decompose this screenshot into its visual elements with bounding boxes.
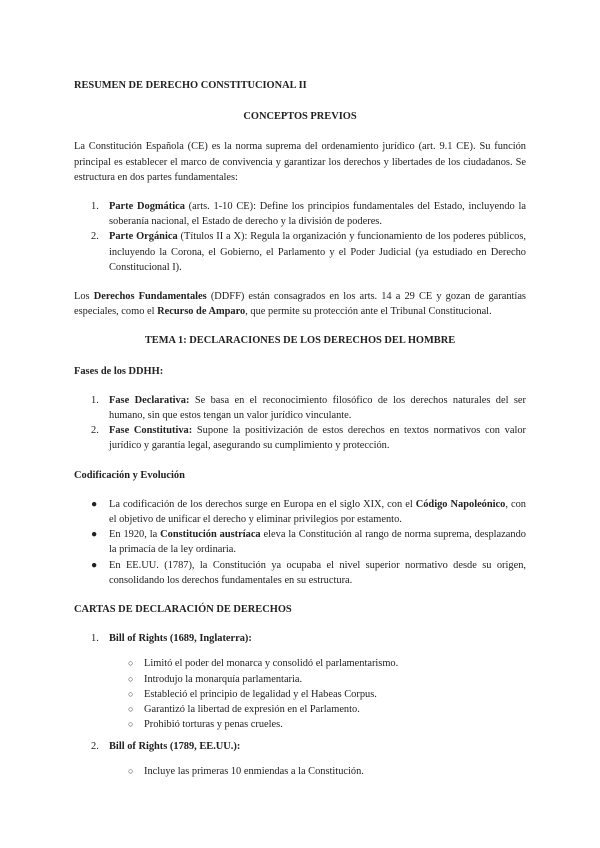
circle-bullet-icon: ○ <box>128 673 134 684</box>
intro-paragraph: La Constitución Española (CE) es la norma suprema del ordenamiento jurídico (art. 9.1 CE). Su función principal es establecer el marco de convivencia y garantizar los derechos y libertades de los ciudadanos. Se estructura en dos partes fundamentales: <box>74 141 526 183</box>
item-text: Incluye las primeras 10 enmiendas a la Constitución. <box>144 765 364 777</box>
text: (DDFF) están consagrados en los arts. 14 a 29 CE y gozan de garantías especiales, como el <box>74 291 526 318</box>
circle-bullet-icon: ○ <box>128 719 134 730</box>
term: Código Napoleónico <box>415 498 506 510</box>
term: Fase Constitutiva: <box>109 425 193 437</box>
list-item <box>74 687 526 702</box>
fases-heading: Fases de los DDHH: <box>74 365 164 377</box>
list-item <box>74 199 526 229</box>
item-text: , con el objetivo de unificar el derecho y eliminar privilegios por estamento. <box>109 498 526 526</box>
codificacion-heading: Codificación y Evolución <box>74 469 185 481</box>
list-item <box>74 527 526 557</box>
list-item <box>74 631 526 646</box>
term: Parte Dogmática <box>109 201 185 213</box>
term: Derechos Fundamentales <box>93 291 207 303</box>
list-item <box>74 656 526 671</box>
item-text: En EE.UU. (1787), la Constitución ya ocupaba el nivel superior normativo desde su origen, consolidando los derechos fundamentales en su estructura. <box>109 559 526 586</box>
item-text: eleva la Constitución al rango de norma suprema, desplazando la primacía de la ley ordinaria. <box>109 529 526 556</box>
item-text: En 1920, la <box>109 529 161 541</box>
ddff-paragraph <box>74 289 526 319</box>
list-item <box>74 558 526 588</box>
list-item <box>74 672 526 687</box>
circle-bullet-icon: ○ <box>128 704 134 715</box>
cartas-list-2 <box>74 739 526 754</box>
tema1-heading: TEMA 1: DECLARACIONES DE LOS DERECHOS DEL HOMBRE <box>144 335 456 347</box>
item-text: Introdujo la monarquía parlamentaria. <box>144 673 303 685</box>
document-page <box>74 78 526 785</box>
list-number: 1. <box>91 201 99 213</box>
item-text: Prohibió torturas y penas crueles. <box>144 719 283 731</box>
list-number: 2. <box>91 740 99 752</box>
list-item <box>74 229 526 275</box>
term: Parte Orgánica <box>109 231 178 243</box>
item-text: Limitó el poder del monarca y consolidó el parlamentarismo. <box>144 658 399 670</box>
conceptos-heading: CONCEPTOS PREVIOS <box>243 111 357 123</box>
list-item <box>74 497 526 527</box>
list-item <box>74 764 526 779</box>
circle-bullet-icon: ○ <box>128 658 134 669</box>
circle-bullet-icon: ○ <box>128 688 134 699</box>
text: , que permite su protección ante el Tribunal Constitucional. <box>245 306 492 318</box>
list-item <box>74 739 526 754</box>
bill-1789-items <box>74 764 526 779</box>
text: Los <box>74 291 94 303</box>
list-item <box>74 717 526 732</box>
bullet-icon: ● <box>91 529 98 541</box>
bullet-icon: ● <box>91 498 98 510</box>
codificacion-list <box>74 497 526 588</box>
list-number: 2. <box>91 425 99 437</box>
item-text: Supone la positivización de estos derechos en textos normativos con valor jurídico y garantía legal, asegurando su cumplimiento y protección. <box>109 425 527 452</box>
carta-title: Bill of Rights (1789, EE.UU.): <box>109 740 241 752</box>
item-text: Estableció el principio de legalidad y el Habeas Corpus. <box>144 688 377 700</box>
fases-list <box>74 393 526 454</box>
cartas-list <box>74 631 526 646</box>
list-number: 1. <box>91 633 99 645</box>
carta-title: Bill of Rights (1689, Inglaterra): <box>109 633 252 645</box>
list-item <box>74 423 526 453</box>
parts-list <box>74 199 526 275</box>
bullet-icon: ● <box>91 559 98 571</box>
cartas-heading: CARTAS DE DECLARACIÓN DE DERECHOS <box>74 604 292 616</box>
term: Constitución austríaca <box>160 529 261 541</box>
circle-bullet-icon: ○ <box>128 765 134 776</box>
item-text: (Títulos II a X): Regula la organización y funcionamiento de los poderes públicos, incluyendo la Corona, el Gobierno, el Parlamento y el Poder Judicial (ya estudiado en Derecho Constitucional I). <box>109 231 526 273</box>
item-text: La codificación de los derechos surge en Europa en el siglo XIX, con el <box>109 498 416 510</box>
item-text: (arts. 1-10 CE): Define los principios fundamentales del Estado, incluyendo la soberanía nacional, el Estado de derecho y la división de poderes. <box>109 201 526 228</box>
item-text: Se basa en el reconocimiento filosófico de los derechos naturales del ser humano, sin que estos tengan un valor jurídico vinculante. <box>109 394 526 422</box>
list-number: 2. <box>91 231 99 243</box>
list-item <box>74 393 526 423</box>
term: Fase Declarativa: <box>109 394 190 406</box>
bill-1689-items <box>74 656 526 732</box>
list-number: 1. <box>91 394 99 406</box>
item-text: Garantizó la libertad de expresión en el Parlamento. <box>144 704 360 716</box>
list-item <box>74 702 526 717</box>
document-title: RESUMEN DE DERECHO CONSTITUCIONAL II <box>74 80 307 91</box>
term: Recurso de Amparo <box>157 306 246 318</box>
